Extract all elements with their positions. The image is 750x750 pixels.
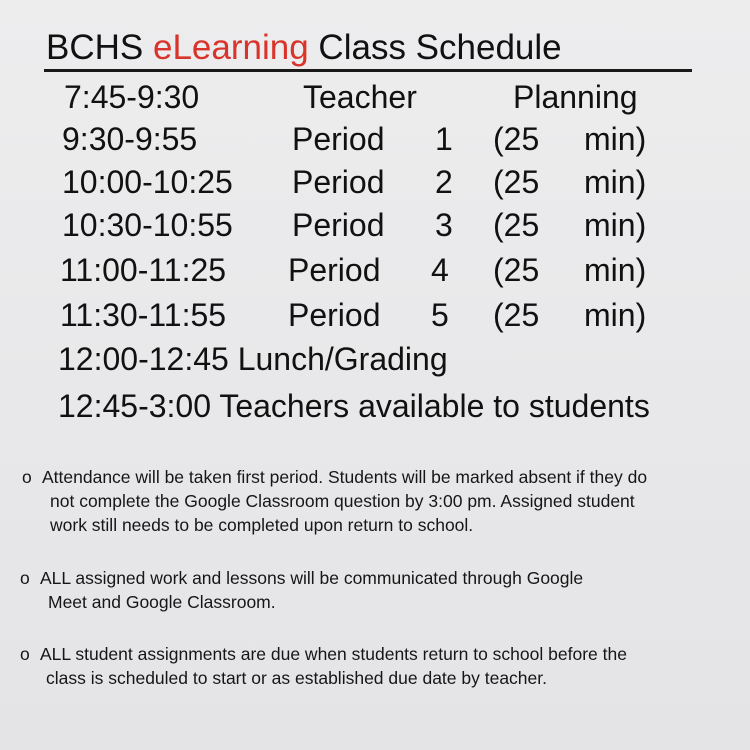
schedule-row-lunch bbox=[58, 339, 448, 379]
title-underline bbox=[44, 69, 692, 72]
row-period-number: 5 bbox=[431, 297, 449, 333]
title-rest: Class Schedule bbox=[318, 28, 562, 67]
row-duration: (25 bbox=[493, 297, 540, 333]
note-attendance bbox=[22, 465, 647, 537]
row-time: 10:00-10:25 bbox=[62, 164, 233, 200]
row-duration: (25 bbox=[493, 252, 540, 288]
row-detail: Planning bbox=[513, 79, 638, 115]
row-text: 12:45-3:00 Teachers available to students bbox=[58, 388, 650, 424]
title-accent: eLearning bbox=[152, 28, 309, 67]
schedule-row-period-5 bbox=[0, 295, 750, 335]
schedule-row-period-2 bbox=[0, 162, 750, 202]
note-line: ALL assigned work and lessons will be communicated through Google bbox=[40, 568, 584, 588]
row-time: 10:30-10:55 bbox=[62, 207, 233, 243]
schedule-row-available bbox=[58, 386, 650, 426]
row-time: 9:30-9:55 bbox=[62, 121, 198, 157]
bullet-marker: o bbox=[22, 467, 32, 487]
row-unit: min) bbox=[584, 297, 647, 333]
row-duration: (25 bbox=[493, 207, 540, 243]
schedule-row-period-1 bbox=[0, 119, 750, 159]
row-period-number: 4 bbox=[431, 252, 449, 288]
bullet-marker: o bbox=[20, 644, 30, 664]
row-label: Period bbox=[292, 207, 385, 243]
note-line: work still needs to be completed upon return to school. bbox=[50, 515, 474, 535]
note-line: Attendance will be taken first period. Students will be marked absent if they do bbox=[42, 467, 648, 487]
row-text: 12:00-12:45 Lunch/Grading bbox=[58, 341, 448, 377]
note-due-dates bbox=[20, 642, 627, 690]
row-period-number: 3 bbox=[435, 207, 453, 243]
row-label: Period bbox=[292, 121, 385, 157]
note-communication bbox=[20, 566, 583, 614]
row-duration: (25 bbox=[493, 121, 540, 157]
title-school: BCHS bbox=[46, 28, 144, 67]
row-time: 11:00-11:25 bbox=[60, 252, 227, 288]
row-unit: min) bbox=[584, 252, 647, 288]
row-label: Period bbox=[288, 252, 381, 288]
row-time: 7:45-9:30 bbox=[64, 79, 200, 115]
row-unit: min) bbox=[584, 121, 647, 157]
note-line: not complete the Google Classroom question by 3:00 pm. Assigned student bbox=[50, 491, 635, 511]
note-line: class is scheduled to start or as established due date by teacher. bbox=[46, 668, 547, 688]
schedule-row-planning bbox=[0, 77, 750, 117]
bullet-marker: o bbox=[20, 568, 30, 588]
row-period-number: 1 bbox=[435, 121, 453, 157]
row-duration: (25 bbox=[493, 164, 540, 200]
row-label: Teacher bbox=[303, 79, 417, 115]
schedule-row-period-3 bbox=[0, 205, 750, 245]
row-unit: min) bbox=[584, 164, 647, 200]
row-label: Period bbox=[292, 164, 385, 200]
note-line: Meet and Google Classroom. bbox=[48, 592, 276, 612]
row-label: Period bbox=[288, 297, 381, 333]
row-time: 11:30-11:55 bbox=[60, 297, 227, 333]
row-unit: min) bbox=[584, 207, 647, 243]
row-period-number: 2 bbox=[435, 164, 453, 200]
page-title bbox=[46, 26, 562, 70]
schedule-row-period-4 bbox=[0, 250, 750, 290]
note-line: ALL student assignments are due when students return to school before the bbox=[40, 644, 627, 664]
